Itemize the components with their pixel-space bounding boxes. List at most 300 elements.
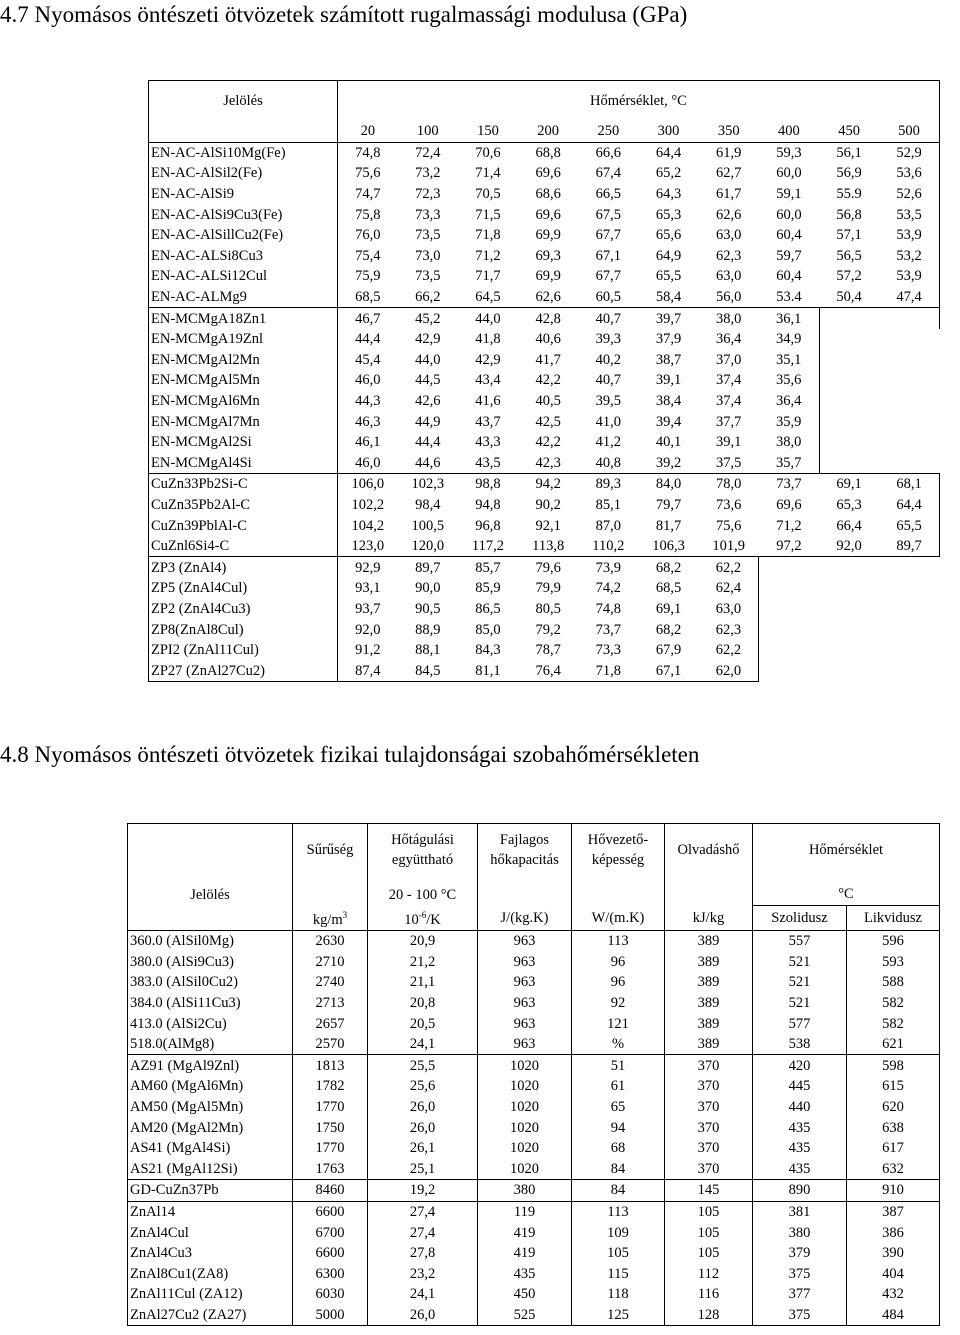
modulus-value: 58,4 [655, 289, 682, 306]
modulus-value: 69,6 [776, 496, 802, 513]
modulus-value: 56,1 [819, 142, 879, 163]
modulus-value: 35,1 [759, 350, 819, 371]
property-value: 435 [478, 1263, 572, 1284]
modulus-value: 41,2 [595, 434, 622, 451]
range-label: 20 - 100 °C [368, 876, 478, 905]
modulus-value: 73,3 [415, 206, 441, 223]
modulus-value: 67,7 [595, 268, 622, 285]
modulus-value: 57,2 [836, 268, 862, 285]
table-row [128, 1055, 940, 1076]
temp-col-header: 400 [778, 123, 800, 140]
modulus-value: 43,3 [475, 434, 501, 451]
table-row [149, 246, 940, 267]
modulus-value: 42,2 [535, 434, 561, 451]
modulus-value: 59,3 [759, 142, 819, 163]
table-row [128, 993, 940, 1014]
modulus-value: 75,9 [355, 268, 381, 285]
table-row [128, 1243, 940, 1264]
property-value: 1020 [478, 1158, 572, 1179]
property-value: 6030 [293, 1284, 368, 1305]
table-row [149, 432, 940, 453]
property-value: 1770 [293, 1097, 368, 1118]
modulus-value: 43,4 [475, 372, 501, 389]
modulus-value: 69,3 [535, 247, 561, 264]
modulus-value: 67,1 [638, 660, 698, 681]
alloy-name: EN-AC-ALSi12Cul [149, 266, 338, 287]
property-value: 1763 [293, 1158, 368, 1179]
modulus-value: 85,0 [475, 621, 501, 638]
modulus-value: 56,5 [836, 247, 862, 264]
alloy-name: ZnAl8Cu1(ZA8) [128, 1263, 293, 1284]
modulus-value [819, 557, 879, 578]
modulus-value: 45,4 [355, 351, 381, 368]
property-value: 6600 [293, 1201, 368, 1222]
modulus-value [879, 619, 939, 640]
property-value: 419 [478, 1222, 572, 1243]
property-value: 26,0 [368, 1305, 478, 1326]
modulus-value: 69,6 [535, 206, 561, 223]
modulus-value [819, 350, 879, 371]
table-row [128, 1097, 940, 1118]
modulus-value: 65,5 [879, 515, 939, 536]
melting-heat-header: Olvadáshő [665, 824, 753, 877]
modulus-value: 69,1 [655, 600, 682, 617]
property-value: 68 [572, 1138, 665, 1159]
property-value: 521 [753, 952, 847, 973]
modulus-value: 68,5 [655, 580, 682, 597]
modulus-value [759, 599, 819, 620]
modulus-value: 46,0 [355, 372, 381, 389]
modulus-value: 92,0 [836, 538, 862, 555]
modulus-value: 68,1 [879, 474, 939, 495]
modulus-value: 34,9 [759, 329, 819, 350]
modulus-value: 68,2 [638, 557, 698, 578]
modulus-value: 71,8 [578, 660, 638, 681]
table-row [128, 930, 940, 951]
table-row [128, 1034, 940, 1055]
modulus-value: 44,9 [415, 413, 441, 430]
modulus-value [879, 370, 939, 391]
modulus-value: 76,0 [355, 227, 381, 244]
alloy-name: AM20 (MgAl2Mn) [128, 1117, 293, 1138]
modulus-value: 40,6 [535, 331, 561, 348]
property-value: 1750 [293, 1117, 368, 1138]
modulus-value: 71,8 [475, 227, 501, 244]
modulus-value: 75,6 [716, 517, 742, 534]
modulus-value [819, 308, 879, 329]
modulus-value: 40,5 [535, 393, 561, 410]
modulus-value: 40,2 [595, 351, 622, 368]
property-value: 389 [665, 972, 753, 993]
property-value: 389 [665, 930, 753, 951]
alloy-name: EN-MCMgAl4Si [149, 453, 338, 474]
modulus-value: 79,7 [655, 496, 682, 513]
property-value: 105 [572, 1243, 665, 1264]
modulus-value: 53,6 [879, 163, 939, 184]
modulus-value: 56,9 [836, 165, 862, 182]
modulus-value: 41,7 [535, 351, 561, 368]
modulus-value: 94,2 [518, 474, 578, 495]
table-row [128, 1201, 940, 1222]
temperature-header: Hőmérséklet [753, 824, 940, 877]
property-value: 435 [753, 1158, 847, 1179]
property-value: 6600 [293, 1243, 368, 1264]
modulus-value: 35,6 [759, 370, 819, 391]
modulus-value: 60,0 [776, 206, 802, 223]
modulus-value: 84,5 [398, 660, 458, 681]
property-value: 96 [572, 972, 665, 993]
modulus-value: 42,9 [475, 351, 501, 368]
modulus-value [819, 660, 879, 681]
table-row [149, 142, 940, 163]
modulus-value: 80,5 [535, 600, 561, 617]
property-value: 2570 [293, 1034, 368, 1055]
modulus-value [879, 411, 939, 432]
table-row [149, 536, 940, 557]
property-value: 23,2 [368, 1263, 478, 1284]
modulus-value: 60,5 [595, 289, 622, 306]
modulus-value: 52,9 [879, 142, 939, 163]
modulus-value: 79,6 [518, 557, 578, 578]
modulus-value: 69,9 [535, 227, 561, 244]
alloy-name: AZ91 (MgAl9Znl) [128, 1055, 293, 1076]
modulus-value: 90,2 [535, 496, 561, 513]
property-value: 128 [665, 1305, 753, 1326]
property-value: 450 [478, 1284, 572, 1305]
property-value: 404 [847, 1263, 940, 1284]
modulus-value: 43,5 [475, 454, 501, 471]
table-row [149, 308, 940, 329]
alloy-name: 360.0 (AlSil0Mg) [128, 930, 293, 951]
alloy-name: 384.0 (AlSi11Cu3) [128, 993, 293, 1014]
modulus-value: 117,2 [471, 538, 505, 555]
property-value: 24,1 [368, 1034, 478, 1055]
property-value: 484 [847, 1305, 940, 1326]
modulus-value: 44,4 [415, 434, 441, 451]
table-row [149, 370, 940, 391]
property-value: 370 [665, 1076, 753, 1097]
property-value: 20,5 [368, 1013, 478, 1034]
modulus-value: 74,8 [595, 600, 622, 617]
modulus-value: 68,5 [355, 289, 381, 306]
modulus-value [759, 660, 819, 681]
modulus-value: 67,5 [595, 206, 622, 223]
property-value: 6700 [293, 1222, 368, 1243]
alloy-name: EN-AC-AlSil2(Fe) [149, 163, 338, 184]
property-value: 109 [572, 1222, 665, 1243]
property-value: 8460 [293, 1180, 368, 1202]
modulus-value: 90,0 [415, 580, 441, 597]
modulus-value: 92,9 [338, 557, 398, 578]
modulus-value: 71,2 [776, 517, 802, 534]
modulus-value: 53,5 [879, 204, 939, 225]
alloy-name: CuZn35Pb2Al-C [149, 495, 338, 516]
property-value: 121 [572, 1013, 665, 1034]
alloy-name: CuZn33Pb2Si-C [149, 474, 338, 495]
modulus-value: 61,7 [716, 186, 742, 203]
modulus-value: 70,6 [458, 142, 518, 163]
temperature-header: Hőmérséklet, °C [338, 81, 940, 122]
temp-col-header: 100 [416, 123, 439, 140]
modulus-value: 79,2 [535, 621, 561, 638]
modulus-value: 53.4 [776, 289, 802, 306]
modulus-value: 35,7 [759, 453, 819, 474]
table-row [149, 287, 940, 308]
modulus-value: 85,7 [458, 557, 518, 578]
modulus-value: 73,0 [415, 247, 441, 264]
modulus-value: 73,2 [415, 165, 441, 182]
table-row [128, 1305, 940, 1326]
modulus-value: 38,7 [655, 351, 682, 368]
property-value: 27,8 [368, 1243, 478, 1264]
designation-header-spacer [149, 121, 338, 142]
modulus-value: 106,3 [652, 538, 685, 555]
property-value: 389 [665, 952, 753, 973]
modulus-value [819, 391, 879, 412]
modulus-value: 72,4 [398, 142, 458, 163]
temp-col-header: 250 [597, 123, 620, 140]
modulus-value: 98,4 [415, 496, 441, 513]
modulus-value: 62,6 [535, 289, 561, 306]
alloy-name: EN-MCMgA18Zn1 [149, 308, 338, 329]
table-row [149, 391, 940, 412]
modulus-value: 62,2 [699, 640, 759, 661]
modulus-value: 67,9 [655, 642, 682, 659]
alloy-name: ZnAl27Cu2 (ZA27) [128, 1305, 293, 1326]
alloy-name: ZnAl4Cul [128, 1222, 293, 1243]
temp-col-header: 300 [657, 123, 680, 140]
modulus-value: 71,4 [475, 165, 501, 182]
modulus-value [879, 391, 939, 412]
modulus-value: 65,3 [836, 496, 862, 513]
modulus-value: 42,8 [518, 308, 578, 329]
property-value: 1813 [293, 1055, 368, 1076]
property-value: 84 [572, 1180, 665, 1202]
alloy-name: EN-AC-ALMg9 [149, 287, 338, 308]
property-value: 61 [572, 1076, 665, 1097]
property-value: 2740 [293, 972, 368, 993]
modulus-value: 44,0 [458, 308, 518, 329]
property-value: 1770 [293, 1138, 368, 1159]
table-row [149, 515, 940, 536]
modulus-value [879, 308, 939, 329]
modulus-value [759, 557, 819, 578]
property-value: 25,6 [368, 1076, 478, 1097]
modulus-value: 53,9 [879, 266, 939, 287]
unit-melting-heat: kJ/kg [665, 905, 753, 930]
modulus-value: 36,1 [759, 308, 819, 329]
heat-cap-blank [478, 876, 572, 905]
table-row [128, 1117, 940, 1138]
modulus-value: 66,4 [836, 517, 862, 534]
modulus-value: 35,9 [759, 411, 819, 432]
modulus-value: 41,8 [475, 331, 501, 348]
modulus-value: 36,4 [716, 331, 742, 348]
property-value: 5000 [293, 1305, 368, 1326]
table-row [128, 1013, 940, 1034]
table-row [128, 1222, 940, 1243]
alloy-name: ZP5 (ZnAl4Cul) [149, 578, 338, 599]
table-row [149, 453, 940, 474]
modulus-value [819, 432, 879, 453]
modulus-value: 87,0 [595, 517, 622, 534]
alloy-name: EN-MCMgAl7Mn [149, 411, 338, 432]
property-value: 621 [847, 1034, 940, 1055]
alloy-name: ZPI2 (ZnAl11Cul) [149, 640, 338, 661]
modulus-value: 39,3 [595, 331, 622, 348]
modulus-value: 87,4 [338, 660, 398, 681]
table-row [149, 619, 940, 640]
alloy-name: ZnAl14 [128, 1201, 293, 1222]
property-value: 521 [753, 993, 847, 1014]
designation-header: Jelölés [149, 81, 338, 122]
modulus-value: 61,9 [699, 142, 759, 163]
property-value: 598 [847, 1055, 940, 1076]
table-row [128, 972, 940, 993]
table-row [128, 952, 940, 973]
modulus-value: 96,8 [475, 517, 501, 534]
modulus-value: 88,9 [415, 621, 441, 638]
property-value: 65 [572, 1097, 665, 1118]
modulus-value: 45,2 [398, 308, 458, 329]
modulus-value: 42,9 [415, 331, 441, 348]
modulus-value [879, 557, 939, 578]
property-value: 380 [478, 1180, 572, 1202]
modulus-value: 39,1 [716, 434, 742, 451]
header-blank [128, 824, 293, 877]
property-value: 910 [847, 1180, 940, 1202]
property-value: 638 [847, 1117, 940, 1138]
property-value: 525 [478, 1305, 572, 1326]
modulus-value: 40,1 [655, 434, 682, 451]
modulus-value: 46,7 [338, 308, 398, 329]
modulus-value: 37,5 [716, 454, 742, 471]
modulus-value: 90,5 [415, 600, 441, 617]
modulus-value: 64,9 [655, 247, 682, 264]
property-value: 113 [572, 930, 665, 951]
modulus-value: 92,1 [535, 517, 561, 534]
alloy-name: EN-AC-AlSi10Mg(Fe) [149, 142, 338, 163]
modulus-value [819, 640, 879, 661]
modulus-value: 92,0 [355, 621, 381, 638]
table-row [149, 640, 940, 661]
liquidus-header: Likvidusz [847, 905, 940, 930]
modulus-value: 68,8 [518, 142, 578, 163]
modulus-value: 75,8 [355, 206, 381, 223]
modulus-value: 85,1 [595, 496, 622, 513]
property-value: 582 [847, 993, 940, 1014]
unit-heat-capacity: J/(kg.K) [478, 905, 572, 930]
modulus-value: 47,4 [879, 287, 939, 308]
modulus-value: 56,8 [836, 206, 862, 223]
alloy-name: 380.0 (AlSi9Cu3) [128, 952, 293, 973]
property-value: 21,1 [368, 972, 478, 993]
modulus-value: 85,9 [475, 580, 501, 597]
modulus-value: 67,1 [595, 247, 622, 264]
property-value: 1020 [478, 1076, 572, 1097]
modulus-value: 67,7 [595, 227, 622, 244]
modulus-value: 62,6 [716, 206, 742, 223]
section-title-physical-properties: 4.8 Nyomásos öntészeti ötvözetek fizikai tulajdonságai szobahőmérsékleten [0, 742, 700, 767]
property-value: 593 [847, 952, 940, 973]
table-row [128, 1138, 940, 1159]
modulus-value: 65,5 [655, 268, 682, 285]
expansion-header: Hőtágulási együttható [368, 824, 478, 877]
modulus-value [879, 599, 939, 620]
property-value: 370 [665, 1055, 753, 1076]
property-value: 890 [753, 1180, 847, 1202]
modulus-value: 62,7 [716, 165, 742, 182]
modulus-value: 39,1 [655, 372, 682, 389]
modulus-value [879, 660, 939, 681]
modulus-value: 71,2 [475, 247, 501, 264]
table-row [149, 184, 940, 205]
property-value: 1020 [478, 1138, 572, 1159]
modulus-value: 68,2 [655, 621, 682, 638]
modulus-value: 42,3 [535, 454, 561, 471]
alloy-name: EN-AC-AlSi9Cu3(Fe) [149, 204, 338, 225]
modulus-value: 91,2 [355, 642, 381, 659]
property-value: % [572, 1034, 665, 1055]
modulus-value: 66,6 [578, 142, 638, 163]
property-value: 379 [753, 1243, 847, 1264]
property-value: 390 [847, 1243, 940, 1264]
modulus-value: 84,3 [475, 642, 501, 659]
modulus-value: 81,1 [458, 660, 518, 681]
property-value: 370 [665, 1117, 753, 1138]
modulus-value [759, 619, 819, 640]
modulus-value: 65,2 [655, 165, 682, 182]
modulus-value: 62,3 [699, 619, 759, 640]
modulus-value: 120,0 [411, 538, 445, 555]
modulus-value: 102,2 [351, 496, 385, 513]
property-value: 118 [572, 1284, 665, 1305]
modulus-value: 50,4 [836, 289, 862, 306]
table-row [128, 1284, 940, 1305]
modulus-value: 66,5 [595, 186, 622, 203]
property-value: 96 [572, 952, 665, 973]
alloy-name: ZP3 (ZnAl4) [149, 557, 338, 578]
modulus-value: 69,9 [535, 268, 561, 285]
modulus-value: 63,0 [699, 599, 759, 620]
temp-col-header: 150 [477, 123, 499, 140]
modulus-value: 86,5 [475, 600, 501, 617]
melt-blank [665, 876, 753, 905]
modulus-value: 44,0 [415, 351, 441, 368]
property-value: 963 [478, 930, 572, 951]
modulus-value: 106,0 [338, 474, 398, 495]
modulus-value: 70,5 [475, 186, 501, 203]
temp-col-header: 350 [717, 123, 740, 140]
modulus-value: 68,6 [535, 186, 561, 203]
alloy-name: CuZn39PblAl-C [149, 515, 338, 536]
property-value: 381 [753, 1201, 847, 1222]
modulus-value [879, 453, 939, 474]
modulus-value: 56,0 [716, 289, 742, 306]
modulus-value: 75,4 [355, 247, 381, 264]
property-value: 25,1 [368, 1158, 478, 1179]
property-value: 26,1 [368, 1138, 478, 1159]
modulus-value: 37,9 [655, 331, 682, 348]
modulus-value: 94,8 [475, 496, 501, 513]
modulus-value: 73,3 [595, 642, 622, 659]
modulus-value: 36,4 [759, 391, 819, 412]
property-value: 557 [753, 930, 847, 951]
modulus-value: 57,1 [836, 227, 862, 244]
modulus-value: 73,9 [578, 557, 638, 578]
property-value: 24,1 [368, 1284, 478, 1305]
modulus-value: 79,9 [535, 580, 561, 597]
